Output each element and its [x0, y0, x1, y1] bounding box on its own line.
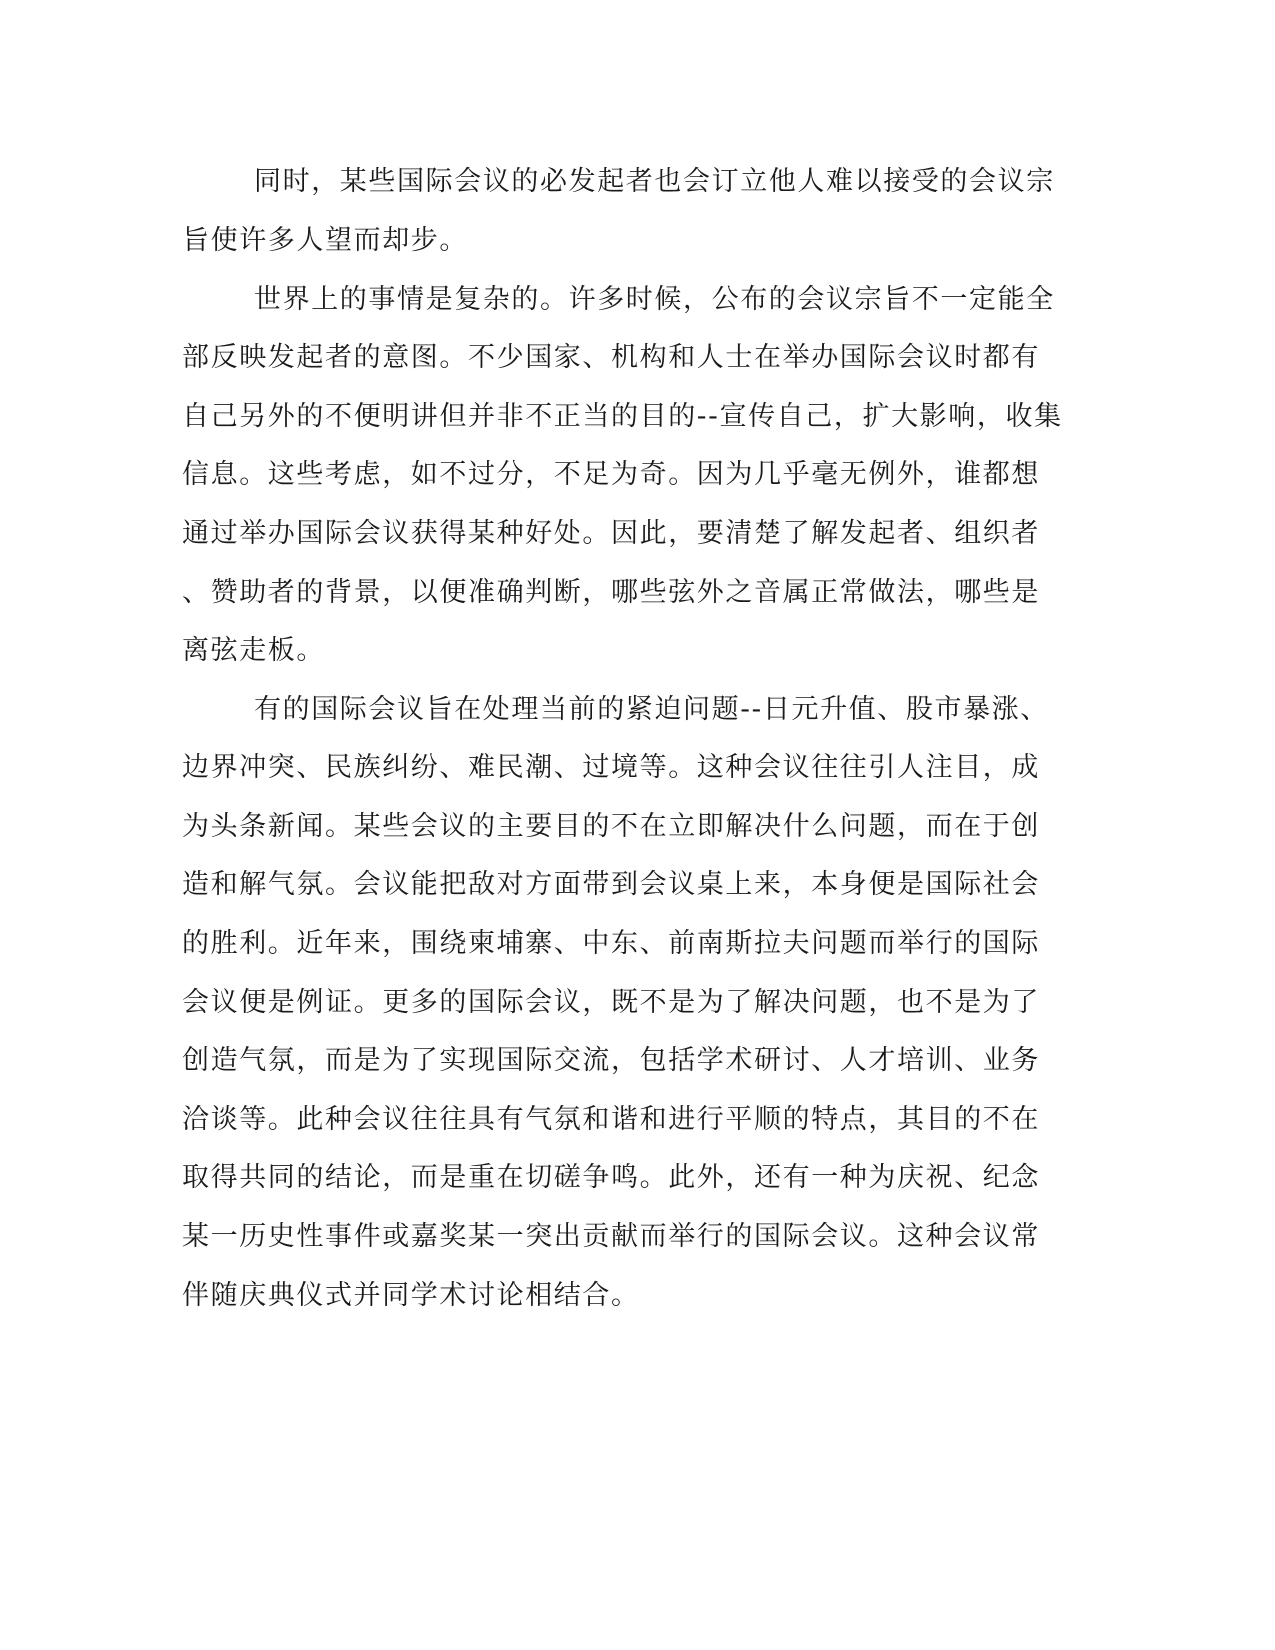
- paragraph-3-line-3: 为头条新闻。某些会议的主要目的不在立即解决什么问题，而在于创: [182, 811, 1040, 842]
- paragraph-3-line-5: 的胜利。近年来，围绕柬埔寨、中东、前南斯拉夫问题而举行的国际: [182, 928, 1040, 959]
- paragraph-3-line-2: 边界冲突、民族纠纷、难民潮、过境等。这种会议往往引人注目，成: [182, 752, 1040, 783]
- paragraph-2-line-6: 、赞助者的背景，以便准确判断，哪些弦外之音属正常做法，哪些是: [182, 577, 1040, 608]
- paragraph-3-line-9: 取得共同的结论，而是重在切磋争鸣。此外，还有一种为庆祝、纪念: [182, 1162, 1040, 1193]
- paragraph-1-line-1: 同时，某些国际会议的必发起者也会订立他人难以接受的会议宗: [254, 166, 1055, 197]
- paragraph-2-line-2: 部反映发起者的意图。不少国家、机构和人士在举办国际会议时都有: [182, 342, 1040, 373]
- paragraph-2-line-5: 通过举办国际会议获得某种好处。因此，要清楚了解发起者、组织者: [182, 518, 1040, 549]
- paragraph-1-line-2: 旨使许多人望而却步。: [182, 225, 468, 256]
- paragraph-2-line-7: 离弦走板。: [182, 635, 325, 666]
- paragraph-2-line-1: 世界上的事情是复杂的。许多时候，公布的会议宗旨不一定能全: [254, 284, 1055, 315]
- paragraph-3-line-8: 洽谈等。此种会议往往具有气氛和谐和进行平顺的特点，其目的不在: [182, 1104, 1040, 1135]
- paragraph-3-line-6: 会议便是例证。更多的国际会议，既不是为了解决问题，也不是为了: [182, 987, 1040, 1018]
- paragraph-3-line-11: 伴随庆典仪式并同学术讨论相结合。: [182, 1280, 640, 1311]
- paragraph-2-line-3: 自己另外的不便明讲但并非不正当的目的--宣传自己，扩大影响，收集: [182, 401, 1063, 432]
- paragraph-2-line-4: 信息。这些考虑，如不过分，不足为奇。因为几乎毫无例外，谁都想: [182, 459, 1040, 490]
- paragraph-3-line-1: 有的国际会议旨在处理当前的紧迫问题--日元升值、股市暴涨、: [254, 694, 1049, 725]
- paragraph-3-line-4: 造和解气氛。会议能把敌对方面带到会议桌上来，本身便是国际社会: [182, 869, 1040, 900]
- paragraph-3-line-10: 某一历史性事件或嘉奖某一突出贡献而举行的国际会议。这种会议常: [182, 1221, 1040, 1252]
- paragraph-3-line-7: 创造气氛，而是为了实现国际交流，包括学术研讨、人才培训、业务: [182, 1045, 1040, 1076]
